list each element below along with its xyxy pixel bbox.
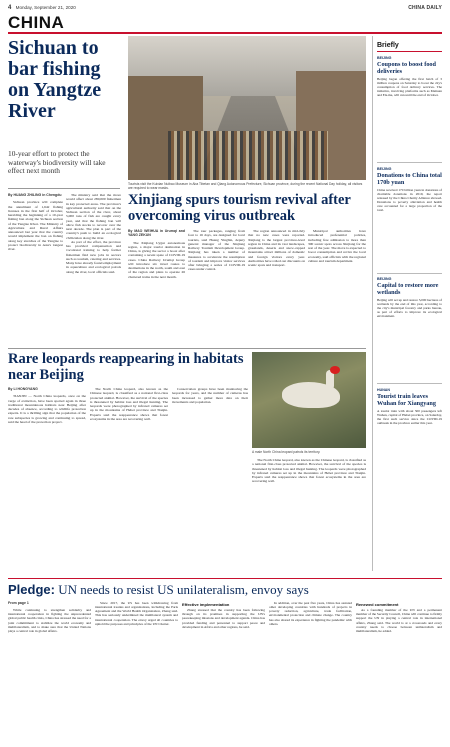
story-c-column-4 — [252, 458, 366, 567]
photo-a-crowd — [168, 131, 328, 180]
story-b-text-1: The Xinjiang Uygur autonomous region, a major tourist destination in China, is giving the sector a boost after containing a recent spate of COVID-19 cases. China Railway Urumqi Group will introduce six travel routes to destinations in the north, south and east of the region and plans to operate 26 chartered trains in the next month. — [128, 240, 185, 279]
story-d-subhead-2: Renewed commitment — [356, 602, 399, 607]
main-content — [8, 36, 366, 571]
brief-body: A tourist train with about 500 passengers left Wuhan, capital of Hubei province, on Saturday, the first such service since the COVID-19 outbreak in the province earlier this year. — [377, 408, 442, 425]
story-a-headline[interactable]: Sichuan to bar fishing on Yangtze River — [8, 37, 102, 122]
page-info — [8, 5, 76, 11]
story-b-headline[interactable]: Xinjiang spurs tourism revival after overcoming virus outbreak — [128, 192, 351, 224]
story-c-text-4: The North China leopard, also known as the Chinese leopard, is classified as a national first-class protected animal. However, the survival of the species is threatened by habitat loss and illegal hunting. The leopards were photographed by infrared cameras set up in the mountains of Hebei province and Tianjin. Experts said the reappearance shows that forest ecosystems in the area are recovering well. — [252, 458, 366, 484]
brief-headline[interactable]: Coupons to boost food deliveries — [377, 61, 436, 75]
story-a-text-3: As part of the effort, the province has provided compensation and vocational training to help former fishermen find new jobs in sectors such as tourism, catering and services. Many have already found employment in aquaculture and ecological patrols along the river, local officials said. — [66, 239, 121, 274]
brief-kicker: HUNAN — [377, 387, 390, 392]
page-number: 4 — [8, 5, 12, 11]
top-bar — [8, 3, 442, 13]
story-a-column-2 — [66, 193, 121, 345]
story-d-text-2: Since 2017, the US has been withdrawing from international treaties and organizations, including the Paris Agreement and the World Health Organization, Zhang said. This has seriously undermined the multilateral system and international cooperation. The envoy urged all countries to uphold the purposes and principles of the UN Charter. — [95, 601, 178, 626]
story-d — [8, 578, 442, 746]
masthead: CHINA DAILY — [408, 5, 442, 11]
story-c-text-3: Conservation groups have been monitoring the leopards for years, and the number of cameras has been increased to gather more data on their movements and population. — [172, 387, 248, 404]
brief-divider — [377, 273, 442, 274]
brief-body: China received 170 billion yuan in donations of charitable donations in 2019, the report released by the China Charity Alliance showed. Donations to poverty alleviation and health care accounted for a large proportion of the total. — [377, 187, 442, 212]
story-c-column-3 — [172, 387, 248, 567]
story-d-column-3 — [182, 601, 265, 744]
briefly-sidebar — [372, 36, 442, 571]
brief-item[interactable] — [377, 388, 442, 505]
brief-headline[interactable]: Donations to China total 170b yuan — [377, 171, 442, 186]
brief-headline[interactable]: Capital to restore more wetlands — [377, 282, 439, 296]
brief-item[interactable] — [377, 167, 442, 270]
story-c-text-2: The North China leopard, also known as the Chinese leopard, is classified as a national first-class protected animal. However, the survival of the species is threatened by habitat loss and illegal hunting. The leopards were photographed by infrared cameras set up in the mountains of Hebei province and Tianjin. Experts said the reappearance shows that forest ecosystems in the area are recovering well. — [90, 387, 168, 421]
briefly-title: Briefly — [377, 42, 442, 52]
story-d-headline[interactable] — [8, 582, 309, 597]
brief-divider — [377, 162, 442, 163]
story-a-text-2: The ministry said that the move would affect about 280,000 fishermen in key protected areas. The province's agricultural authority said that on the Sichuan section of the river, about 5,000 tons of fish are caught every year, and that the fishing ban will allow fish stocks to recover over the next decade. The plan is part of the country's push to build an ecological civilization along the river. — [66, 193, 121, 240]
story-d-text-4: In addition, over the past five years, China has assisted other developing countries with hundreds of projects in poverty reduction, agriculture, trade facilitation, environmental protection and climate change. The country has also shared its experience in fighting the pandemic with others. — [269, 601, 352, 626]
brief-kicker: BEIJING — [377, 166, 392, 171]
story-c-byline: By LI HONGYANG — [8, 387, 38, 391]
section-rule — [8, 32, 442, 34]
story-b-text-2: The tour packages, ranging from four to 16 days, are designed for local tourists, said Huang Yingbin, deputy general manager of the Xinjiang Railway Tourism Development Group. Xinjiang has taken a number of measures to accelerate the resumption of tourism and improve visitor services after bringing a series of COVID-19 cases under control. — [188, 229, 245, 272]
story-d-column-4 — [269, 601, 352, 744]
story-b-text-3: The region announced in mid-July that no new cases were reported. Xinjiang is the largest province-level region in China and its vast landscapes, grasslands, deserts and snow-capped mountains attract millions of domestic and foreign visitors every year. Authorities have rolled out discounts on scenic spots and transport. — [248, 229, 305, 267]
story-b-byline: By MAO WEIHUA in Urumqi and YANG ZEKUN — [128, 229, 185, 238]
brief-kicker: BEIJING — [377, 56, 392, 60]
story-a-rule — [8, 188, 120, 189]
story-d-headline-bold: Pledge: — [8, 582, 55, 597]
photo-c-animal-head — [330, 366, 340, 374]
story-c-headline[interactable]: Rare leopards reappearing in habitats near Beijing — [8, 351, 244, 383]
story-d-column-2 — [95, 601, 178, 744]
brief-body: Beijing will set up and restore 3,000 hectares of wetlands by the end of this year, according to the city's municipal forestry and parks bureau, as part of efforts to improve its ecological environment. — [377, 298, 442, 319]
story-c-text-1: TIANJIN — North China leopards, once on the verge of extinction, have been spotted again in three traditional mountainous habitats near Beijing after decades of absence, according to wildlife protection experts. It is a thrilling sign that the population of the rare subspecies is growing and continuing to spread, said the head of the protection project. — [8, 394, 86, 424]
story-c-column-2 — [90, 387, 168, 567]
story-b-column-4 — [308, 229, 366, 345]
story-a-text-1: Sichuan province will complete the annulment of 1,642 fishing licenses in the first half of October, heralding the beginning of a 10-year fishing ban along the Sichuan section of the Yangtze River. The Ministry of Agriculture and Rural Affairs announced last year that the country would implement the ban on fishing along key stretches of the Yangtze to protect biodiversity in Asia's longest river. — [8, 200, 63, 251]
story-b-column-3 — [248, 229, 305, 345]
brief-divider — [377, 383, 442, 384]
story-b-column-1 — [128, 229, 185, 345]
story-d-headline-rest: UN needs to resist US unilateralism, envoy says — [58, 582, 309, 597]
brief-headline[interactable]: Tourist train leaves Wuhan for Xiangyang — [377, 392, 436, 407]
story-b-column-2 — [188, 229, 245, 345]
story-a-column-1 — [8, 193, 63, 345]
story-a-deck: 10-year effort to protect the waterway's biodiversity will take effect next month — [8, 149, 106, 176]
brief-item[interactable] — [377, 56, 442, 159]
story-b-photo[interactable] — [128, 36, 366, 180]
story-d-byline: From page 1 — [8, 601, 29, 605]
story-c-column-1 — [8, 387, 86, 567]
brief-item[interactable] — [377, 277, 442, 380]
section-title: CHINA — [8, 13, 65, 32]
story-c-photo[interactable] — [252, 352, 366, 448]
story-d-column-1 — [8, 601, 91, 744]
story-c-top-rule — [8, 348, 366, 349]
story-d-subhead-1: Effective implementation — [182, 602, 230, 607]
story-d-text-3: Zhang stressed that the country has been following through on its promises in supporting the UN's peacekeeping missions and development agenda. China has provided funding and personnel to support peace and development in Africa and other regions, he said. — [182, 608, 265, 629]
story-a-byline: By HUANG ZHILING in Chengdu — [8, 193, 62, 197]
story-b-photo-caption: Tourists visit the Kuixian Nuibao Museum in Aba Tibetan and Qiang Autonomous Prefecture, Sichuan province, during the recent National Day holiday, all visitors are required to wear masks. — [128, 182, 363, 190]
story-d-text-1: While continuing to strengthen solidarity and international cooperation in fighting the unprecedented global public health crisis, China has stressed the need for a joint commitment to stabilize the world economy and multilateralism, and to make sure that the United Nations plays a central role in global affairs. — [8, 608, 91, 633]
story-d-text-5: As a founding member of the UN and a permanent member of the Security Council, China will continue to firmly support the UN in playing a central role in international affairs, Zhang said. The world is at a crossroads and every country needs to choose between unilateralism and multilateralism, he added. — [356, 608, 442, 633]
story-d-column-5 — [356, 601, 442, 744]
brief-body: Beijing began offering the first batch of 3 million coupons on Saturday to boost the city's consumption of food delivery services. The initiative, involving platforms such as Meituan and Ele.me, will run until the end of October. — [377, 77, 442, 98]
brief-kicker: BEIJING — [377, 277, 392, 281]
date-line: Monday, September 21, 2020 — [15, 5, 76, 10]
story-b-text-4: Municipal authorities have introduced preferential policies, including free admission to more than 300 scenic spots across Xinjiang for the rest of the year. The move is expected to boost consumption and revive the local economy, said officials with the regional culture and tourism department. — [308, 229, 366, 263]
story-c-photo-caption: A male North China leopard patrols its territory. — [252, 450, 321, 454]
